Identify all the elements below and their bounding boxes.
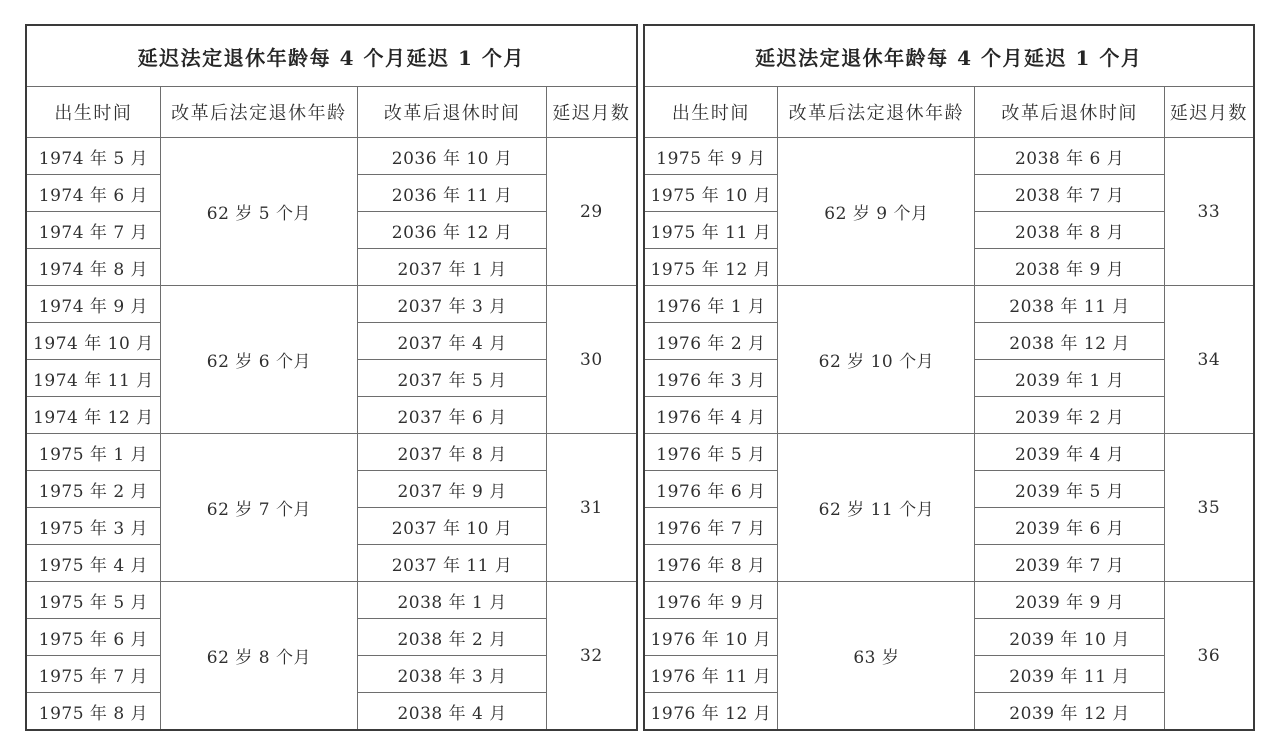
birth-month-cell: 1976 年 1 月 (644, 286, 778, 323)
retirement-date-cell: 2038 年 11 月 (975, 286, 1164, 323)
birth-month-cell: 1975 年 6 月 (26, 619, 160, 656)
column-header-delay: 延迟月数 (1164, 87, 1254, 138)
retirement-date-cell: 2039 年 2 月 (975, 397, 1164, 434)
retirement-date-cell: 2038 年 12 月 (975, 323, 1164, 360)
delay-months-cell: 35 (1164, 434, 1254, 582)
birth-month-cell: 1976 年 2 月 (644, 323, 778, 360)
birth-month-cell: 1974 年 8 月 (26, 249, 160, 286)
birth-month-cell: 1976 年 9 月 (644, 582, 778, 619)
retirement-date-cell: 2038 年 1 月 (357, 582, 546, 619)
birth-month-cell: 1976 年 8 月 (644, 545, 778, 582)
retirement-date-cell: 2036 年 12 月 (357, 212, 546, 249)
column-header-age: 改革后法定退休年龄 (778, 87, 975, 138)
table-title-row (644, 25, 1255, 87)
birth-month-cell: 1974 年 12 月 (26, 397, 160, 434)
table-row (644, 286, 1255, 323)
column-header-retire: 改革后退休时间 (357, 87, 546, 138)
birth-month-cell: 1976 年 3 月 (644, 360, 778, 397)
retirement-age-cell: 62 岁 10 个月 (778, 286, 975, 434)
delay-months-cell: 32 (547, 582, 637, 731)
retirement-delay-table-right (643, 24, 1256, 731)
retirement-date-cell: 2039 年 1 月 (975, 360, 1164, 397)
table-title-row (26, 25, 637, 87)
retirement-date-cell: 2036 年 11 月 (357, 175, 546, 212)
retirement-date-cell: 2037 年 6 月 (357, 397, 546, 434)
birth-month-cell: 1974 年 9 月 (26, 286, 160, 323)
retirement-date-cell: 2039 年 11 月 (975, 656, 1164, 693)
retirement-date-cell: 2039 年 6 月 (975, 508, 1164, 545)
retirement-date-cell: 2039 年 10 月 (975, 619, 1164, 656)
retirement-age-cell: 62 岁 7 个月 (160, 434, 357, 582)
birth-month-cell: 1975 年 4 月 (26, 545, 160, 582)
retirement-date-cell: 2038 年 7 月 (975, 175, 1164, 212)
delay-months-cell: 34 (1164, 286, 1254, 434)
birth-month-cell: 1976 年 10 月 (644, 619, 778, 656)
retirement-date-cell: 2038 年 2 月 (357, 619, 546, 656)
table-header-row (644, 87, 1255, 138)
birth-month-cell: 1976 年 4 月 (644, 397, 778, 434)
retirement-age-cell: 62 岁 5 个月 (160, 138, 357, 286)
birth-month-cell: 1976 年 6 月 (644, 471, 778, 508)
retirement-age-cell: 62 岁 8 个月 (160, 582, 357, 731)
delay-months-cell: 33 (1164, 138, 1254, 286)
column-header-age: 改革后法定退休年龄 (160, 87, 357, 138)
birth-month-cell: 1974 年 6 月 (26, 175, 160, 212)
retirement-age-cell: 62 岁 11 个月 (778, 434, 975, 582)
birth-month-cell: 1976 年 11 月 (644, 656, 778, 693)
retirement-date-cell: 2039 年 9 月 (975, 582, 1164, 619)
table-title: 延迟法定退休年龄每 4 个月延迟 1 个月 (644, 25, 1255, 87)
retirement-date-cell: 2037 年 8 月 (357, 434, 546, 471)
retirement-date-cell: 2037 年 9 月 (357, 471, 546, 508)
column-header-retire: 改革后退休时间 (975, 87, 1164, 138)
birth-month-cell: 1976 年 7 月 (644, 508, 778, 545)
retirement-delay-table-left (25, 24, 638, 731)
column-header-birth: 出生时间 (26, 87, 160, 138)
birth-month-cell: 1974 年 5 月 (26, 138, 160, 175)
table-row (26, 582, 637, 619)
delay-months-cell: 29 (547, 138, 637, 286)
retirement-age-cell: 62 岁 9 个月 (778, 138, 975, 286)
retirement-date-cell: 2038 年 3 月 (357, 656, 546, 693)
table-row (644, 434, 1255, 471)
retirement-date-cell: 2038 年 9 月 (975, 249, 1164, 286)
table-title: 延迟法定退休年龄每 4 个月延迟 1 个月 (26, 25, 637, 87)
retirement-date-cell: 2039 年 12 月 (975, 693, 1164, 731)
birth-month-cell: 1975 年 2 月 (26, 471, 160, 508)
retirement-date-cell: 2039 年 5 月 (975, 471, 1164, 508)
retirement-date-cell: 2037 年 1 月 (357, 249, 546, 286)
birth-month-cell: 1975 年 9 月 (644, 138, 778, 175)
retirement-date-cell: 2037 年 3 月 (357, 286, 546, 323)
birth-month-cell: 1976 年 5 月 (644, 434, 778, 471)
delay-months-cell: 31 (547, 434, 637, 582)
birth-month-cell: 1974 年 10 月 (26, 323, 160, 360)
table-row (644, 582, 1255, 619)
retirement-date-cell: 2039 年 4 月 (975, 434, 1164, 471)
retirement-date-cell: 2039 年 7 月 (975, 545, 1164, 582)
birth-month-cell: 1975 年 12 月 (644, 249, 778, 286)
retirement-date-cell: 2038 年 8 月 (975, 212, 1164, 249)
retirement-age-cell: 62 岁 6 个月 (160, 286, 357, 434)
birth-month-cell: 1974 年 11 月 (26, 360, 160, 397)
retirement-date-cell: 2036 年 10 月 (357, 138, 546, 175)
birth-month-cell: 1975 年 11 月 (644, 212, 778, 249)
delay-months-cell: 30 (547, 286, 637, 434)
retirement-date-cell: 2037 年 4 月 (357, 323, 546, 360)
retirement-age-cell: 63 岁 (778, 582, 975, 731)
table-header-row (26, 87, 637, 138)
birth-month-cell: 1975 年 8 月 (26, 693, 160, 731)
retirement-date-cell: 2038 年 6 月 (975, 138, 1164, 175)
birth-month-cell: 1974 年 7 月 (26, 212, 160, 249)
table-row (26, 434, 637, 471)
birth-month-cell: 1975 年 5 月 (26, 582, 160, 619)
delay-months-cell: 36 (1164, 582, 1254, 731)
column-header-birth: 出生时间 (644, 87, 778, 138)
birth-month-cell: 1976 年 12 月 (644, 693, 778, 731)
retirement-date-cell: 2037 年 10 月 (357, 508, 546, 545)
retirement-date-cell: 2037 年 11 月 (357, 545, 546, 582)
column-header-delay: 延迟月数 (547, 87, 637, 138)
table-row (26, 286, 637, 323)
birth-month-cell: 1975 年 7 月 (26, 656, 160, 693)
birth-month-cell: 1975 年 10 月 (644, 175, 778, 212)
birth-month-cell: 1975 年 1 月 (26, 434, 160, 471)
birth-month-cell: 1975 年 3 月 (26, 508, 160, 545)
retirement-date-cell: 2038 年 4 月 (357, 693, 546, 731)
table-row (26, 138, 637, 175)
table-row (644, 138, 1255, 175)
retirement-date-cell: 2037 年 5 月 (357, 360, 546, 397)
